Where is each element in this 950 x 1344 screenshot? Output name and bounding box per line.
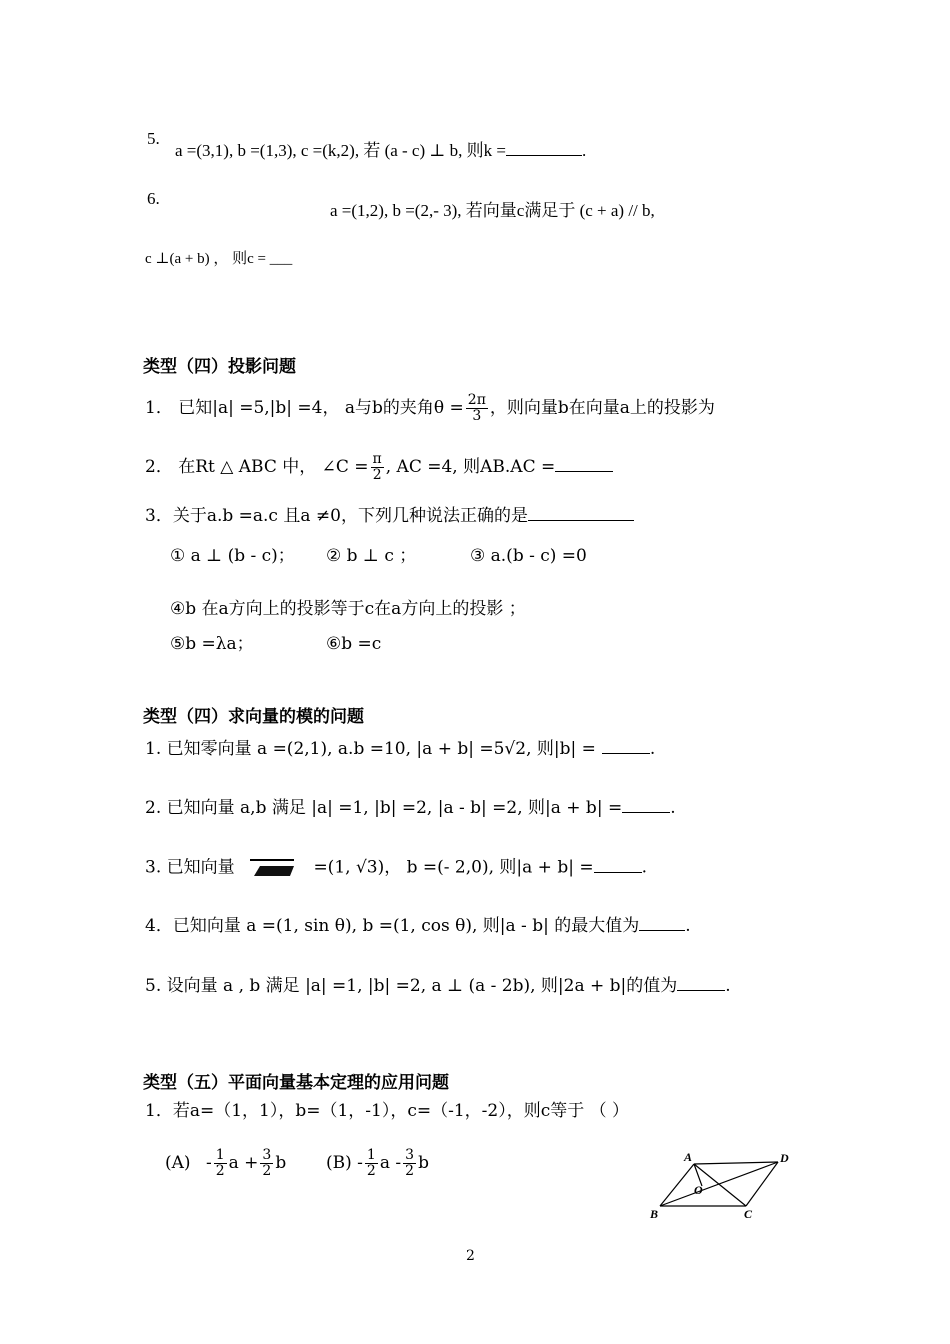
label-b: B	[650, 1207, 659, 1221]
magnitude-q1: 1. 已知零向量 a =(2,1), a.b =10, |a + b| =5√2, 则|b| = .	[145, 739, 656, 759]
option-6: ⑥b =c	[326, 634, 382, 654]
magnitude-q3: 3. 已知向量 =(1, √3)， b =(- 2,0), 则|a + b| = .	[145, 856, 647, 880]
magnitude-q2: 2. 已知向量 a,b 满足 |a| =1, |b| =2, |a - b| =2, 则|a + b| = .	[145, 798, 676, 818]
section-heading-magnitude: 类型（四）求向量的模的问题	[143, 707, 364, 727]
option-4: ④b 在a方向上的投影等于c在a方向上的投影 ；	[170, 599, 526, 619]
label-a: A	[684, 1150, 693, 1164]
q6-number: 6.	[147, 189, 160, 208]
option-1: ① a ⊥ (b - c)；	[170, 546, 295, 566]
option-a: (A) - $\frac{1}{2}$ a + $\frac{3}{2}$ b	[165, 1147, 287, 1179]
magnitude-q4: 4．已知向量 a =(1, sin θ), b =(1, cos θ), 则|a - b| 的最大值为 .	[145, 916, 691, 936]
parallelogram-figure	[640, 1146, 800, 1226]
label-c: C	[744, 1207, 753, 1221]
label-d: D	[780, 1151, 789, 1165]
basis-q1: 1．若a=（1，1），b=（1，-1），c=（-1，-2），则c等于 （ ）	[145, 1101, 630, 1121]
option-3: ③ a.(b - c) =0	[470, 546, 587, 566]
page-number: 2	[466, 1248, 475, 1264]
label-o: O	[694, 1183, 703, 1197]
q6-line2: c ⊥(a + b) ， 则c = ___	[145, 251, 293, 267]
projection-q1: 1． 已知|a| =5,|b| =4， a与b的夹角θ = $\frac{2\pi}{3}$ ，则向量b在向量a上的投影为	[145, 392, 715, 424]
q6-line1: a =(1,2), b =(2,- 3), 若向量c满足于 (c + a) // b,	[330, 201, 655, 220]
vector-a-image-icon	[246, 856, 302, 880]
fraction-2pi-3: $\frac{2\pi}{3}$	[467, 392, 486, 424]
section-heading-basis-theorem: 类型（五）平面向量基本定理的应用问题	[143, 1073, 449, 1093]
section-heading-projection: 类型（四）投影问题	[143, 357, 296, 377]
option-b: (B) - $\frac{1}{2}$ a - $\frac{3}{2}$ b	[326, 1147, 429, 1179]
q5-number: 5.	[147, 129, 160, 148]
fraction-pi-2: $\frac{\pi}{2}$	[372, 451, 382, 483]
option-2: ② b ⊥ c ；	[326, 546, 417, 566]
q5-text: a =(3,1), b =(1,3), c =(k,2), 若 (a - c) ⊥ b, 则k = .	[175, 141, 587, 160]
projection-q3: 3．关于a.b =a.c 且a ≠0，下列几种说法正确的是	[145, 505, 634, 527]
magnitude-q5: 5. 设向量 a , b 满足 |a| =1, |b| =2, a ⊥ (a - 2b), 则|2a + b|的值为 .	[145, 976, 731, 996]
option-5: ⑤b =λa；	[170, 634, 254, 654]
projection-q2: 2． 在Rt △ ABC 中， ∠C = $\frac{\pi}{2}$ , AC =4, 则AB.AC =	[145, 452, 613, 483]
